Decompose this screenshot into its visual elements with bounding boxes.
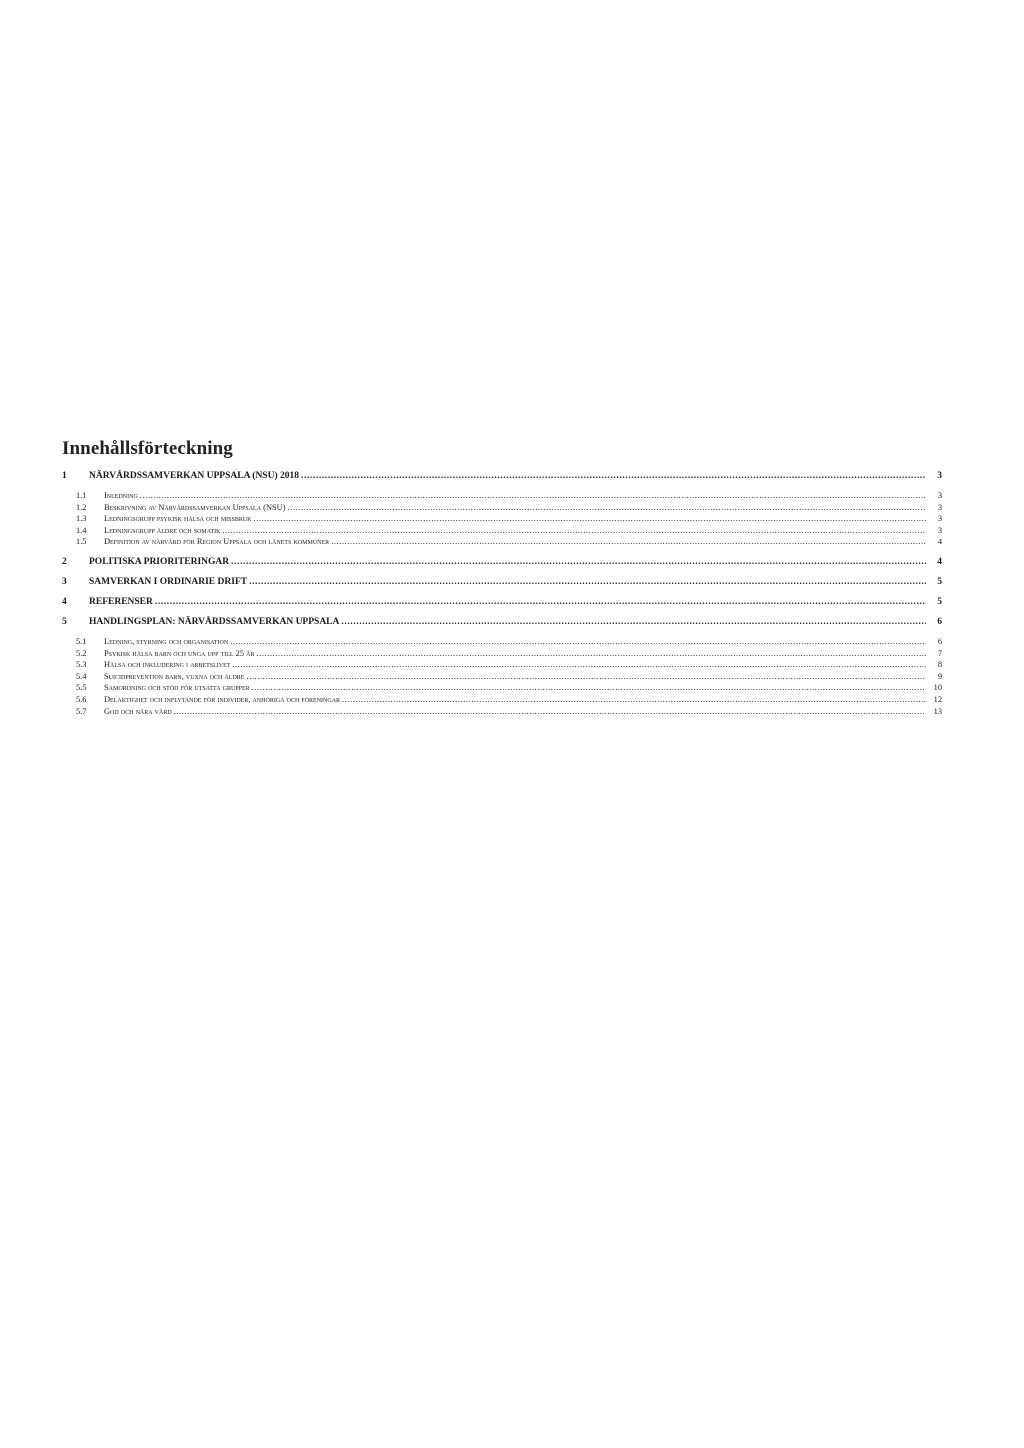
toc-entry-label: Beskrivning av Närvårdssamverkan Uppsala (NSU) <box>104 502 286 512</box>
toc-entry-number: 5.6 <box>76 694 87 704</box>
toc-entry-number: 5.7 <box>76 706 87 716</box>
toc-entry-number: 5.2 <box>76 648 87 658</box>
toc-entry-page: 4 <box>937 537 942 547</box>
toc-entry-label: HANDLINGSPLAN: NÄRVÅRDSSAMVERKAN UPPSALA <box>89 616 340 627</box>
toc-entry-page: 12 <box>933 694 942 704</box>
toc-entry-label: REFERENSER <box>89 596 153 607</box>
toc-entry-page: 4 <box>937 556 942 567</box>
toc-entry-page: 3 <box>937 471 942 481</box>
toc-entry-label: Delaktighet och inflytande för individer, anhöriga och föreningar <box>104 694 341 704</box>
dot-leader <box>331 536 926 548</box>
toc-entry-label: Ledningsgrupp psykisk hälsa och missbruk <box>104 514 252 524</box>
table-of-contents <box>62 466 942 717</box>
toc-entry-label: Suicidprevention barn, vuxna och äldre <box>104 671 245 681</box>
dot-leader <box>249 572 926 592</box>
toc-entry-2[interactable] <box>62 552 942 572</box>
toc-entry-5-5[interactable] <box>62 682 942 694</box>
dot-leader <box>342 694 926 706</box>
dot-leader <box>254 513 926 525</box>
toc-entry-number: 1.3 <box>76 514 87 524</box>
toc-entry-page: 5 <box>937 596 942 607</box>
dot-leader <box>155 592 926 612</box>
toc-entry-label: Ledning, styrning och organisation <box>104 636 229 646</box>
toc-entry-page: 5 <box>937 576 942 587</box>
dot-leader <box>231 552 926 572</box>
dot-leader <box>232 659 926 671</box>
toc-entry-label: Samordning och stöd för utsatta grupper <box>104 683 250 693</box>
toc-entry-1-1[interactable] <box>62 490 942 502</box>
toc-entry-label: NÄRVÅRDSSAMVERKAN UPPSALA (NSU) 2018 <box>89 471 299 481</box>
toc-entry-number: 2 <box>62 556 67 567</box>
toc-entry-1-2[interactable] <box>62 502 942 514</box>
toc-entry-number: 5.1 <box>76 636 87 646</box>
toc-entry-page: 7 <box>937 648 942 658</box>
toc-entry-5-2[interactable] <box>62 648 942 660</box>
toc-entry-number: 1 <box>62 471 67 481</box>
toc-entry-page: 6 <box>937 636 942 646</box>
toc-entry-5[interactable] <box>62 612 942 632</box>
toc-entry-page: 13 <box>933 706 942 716</box>
toc-entry-1-5[interactable] <box>62 536 942 548</box>
toc-entry-number: 1.4 <box>76 525 87 535</box>
toc-entry-4[interactable] <box>62 592 942 612</box>
toc-entry-5-6[interactable] <box>62 694 942 706</box>
toc-entry-page: 6 <box>937 616 942 627</box>
toc-entry-label: Ledningsgrupp äldre och somatik <box>104 525 221 535</box>
toc-entry-label: God och nära vård <box>104 706 172 716</box>
toc-entry-3[interactable] <box>62 572 942 592</box>
dot-leader <box>222 525 926 537</box>
toc-entry-page: 3 <box>937 525 942 535</box>
toc-entry-1[interactable] <box>62 466 942 486</box>
toc-entry-page: 3 <box>937 491 942 500</box>
toc-entry-page: 10 <box>933 683 942 693</box>
dot-leader <box>174 706 926 718</box>
dot-leader <box>301 466 926 486</box>
toc-entry-number: 1.5 <box>76 537 87 547</box>
toc-entry-page: 3 <box>937 502 942 512</box>
dot-leader <box>256 648 926 660</box>
toc-entry-number: 5.4 <box>76 671 87 681</box>
toc-entry-1-3[interactable] <box>62 513 942 525</box>
toc-entry-label: SAMVERKAN I ORDINARIE DRIFT <box>89 576 248 587</box>
toc-entry-number: 4 <box>62 596 67 607</box>
toc-title: Innehållsförteckning <box>62 438 233 459</box>
toc-entry-number: 5.3 <box>76 660 87 670</box>
toc-entry-1-4[interactable] <box>62 525 942 537</box>
toc-entry-number: 3 <box>62 576 67 587</box>
toc-entry-5-3[interactable] <box>62 659 942 671</box>
toc-entry-label: Inledning <box>104 491 138 500</box>
toc-entry-5-1[interactable] <box>62 636 942 648</box>
toc-entry-number: 1.1 <box>76 491 87 500</box>
dot-leader <box>246 671 926 683</box>
dot-leader <box>341 612 926 632</box>
dot-leader <box>252 682 926 694</box>
dot-leader <box>288 502 927 514</box>
toc-entry-label: Psykisk hälsa barn och unga upp till 25 år <box>104 648 255 658</box>
toc-entry-number: 5 <box>62 616 67 627</box>
toc-entry-5-7[interactable] <box>62 706 942 718</box>
toc-entry-label: Hälsa och inkludering i arbetslivet <box>104 660 231 670</box>
toc-entry-page: 8 <box>937 660 942 670</box>
dot-leader <box>230 636 926 648</box>
toc-entry-label: Definition av närvård för Region Uppsala och länets kommuner <box>104 537 330 547</box>
toc-entry-page: 3 <box>937 514 942 524</box>
toc-entry-number: 5.5 <box>76 683 87 693</box>
toc-entry-label: POLITISKA PRIORITERINGAR <box>89 556 230 567</box>
toc-entry-page: 9 <box>937 671 942 681</box>
toc-entry-5-4[interactable] <box>62 671 942 683</box>
dot-leader <box>140 490 926 502</box>
toc-entry-number: 1.2 <box>76 502 87 512</box>
